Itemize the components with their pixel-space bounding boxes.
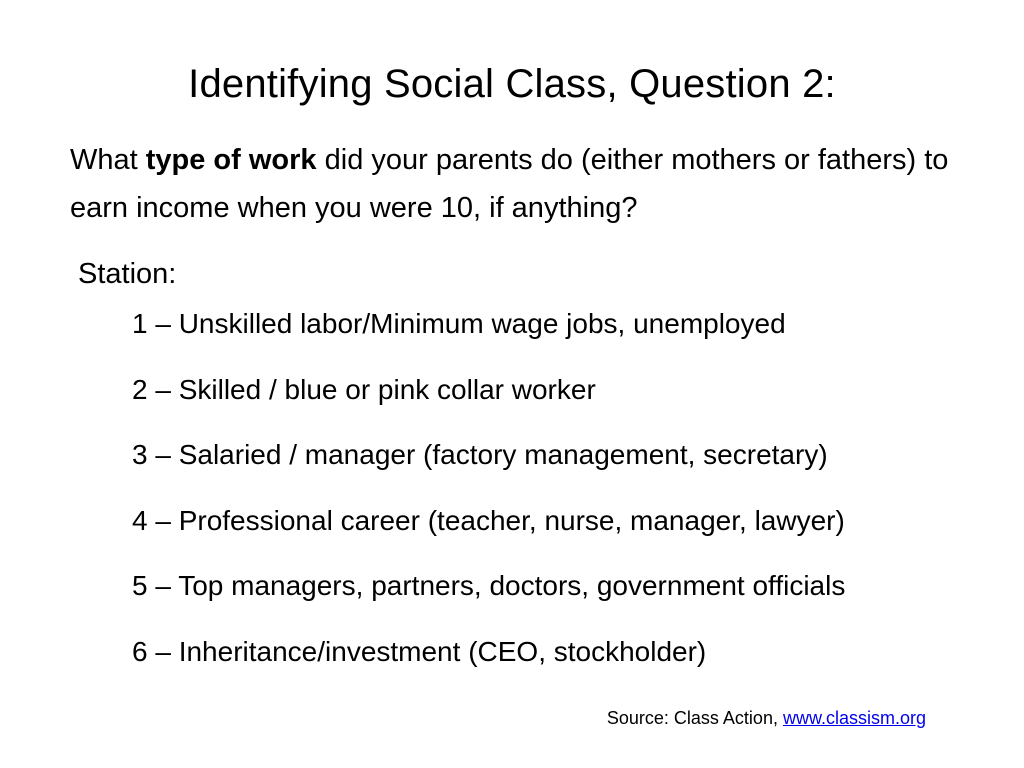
station-item: 5 – Top managers, partners, doctors, government officials bbox=[132, 570, 846, 602]
station-item: 1 – Unskilled labor/Minimum wage jobs, unemployed bbox=[132, 308, 786, 339]
question-emphasis: type of work bbox=[145, 144, 317, 176]
question-suffix: did your parents do (either mothers or fathers) to earn income when you were 10, if anything? bbox=[70, 144, 949, 224]
station-list bbox=[132, 300, 845, 694]
station-item: 2 – Skilled / blue or pink collar worker bbox=[132, 373, 596, 405]
station-item: 4 – Professional career (teacher, nurse, manager, lawyer) bbox=[132, 504, 845, 536]
source-citation bbox=[607, 704, 926, 732]
question-text bbox=[70, 136, 970, 232]
question-prefix: What bbox=[70, 144, 146, 176]
source-prefix: Source: Class Action, bbox=[606, 708, 783, 728]
slide-title: Identifying Social Class, Question 2: bbox=[188, 62, 836, 106]
station-item: 6 – Inheritance/investment (CEO, stockholder) bbox=[132, 635, 707, 667]
station-label: Station: bbox=[78, 258, 177, 290]
station-item: 3 – Salaried / manager (factory management, secretary) bbox=[132, 439, 828, 471]
source-link[interactable]: www.classism.org bbox=[782, 708, 926, 728]
